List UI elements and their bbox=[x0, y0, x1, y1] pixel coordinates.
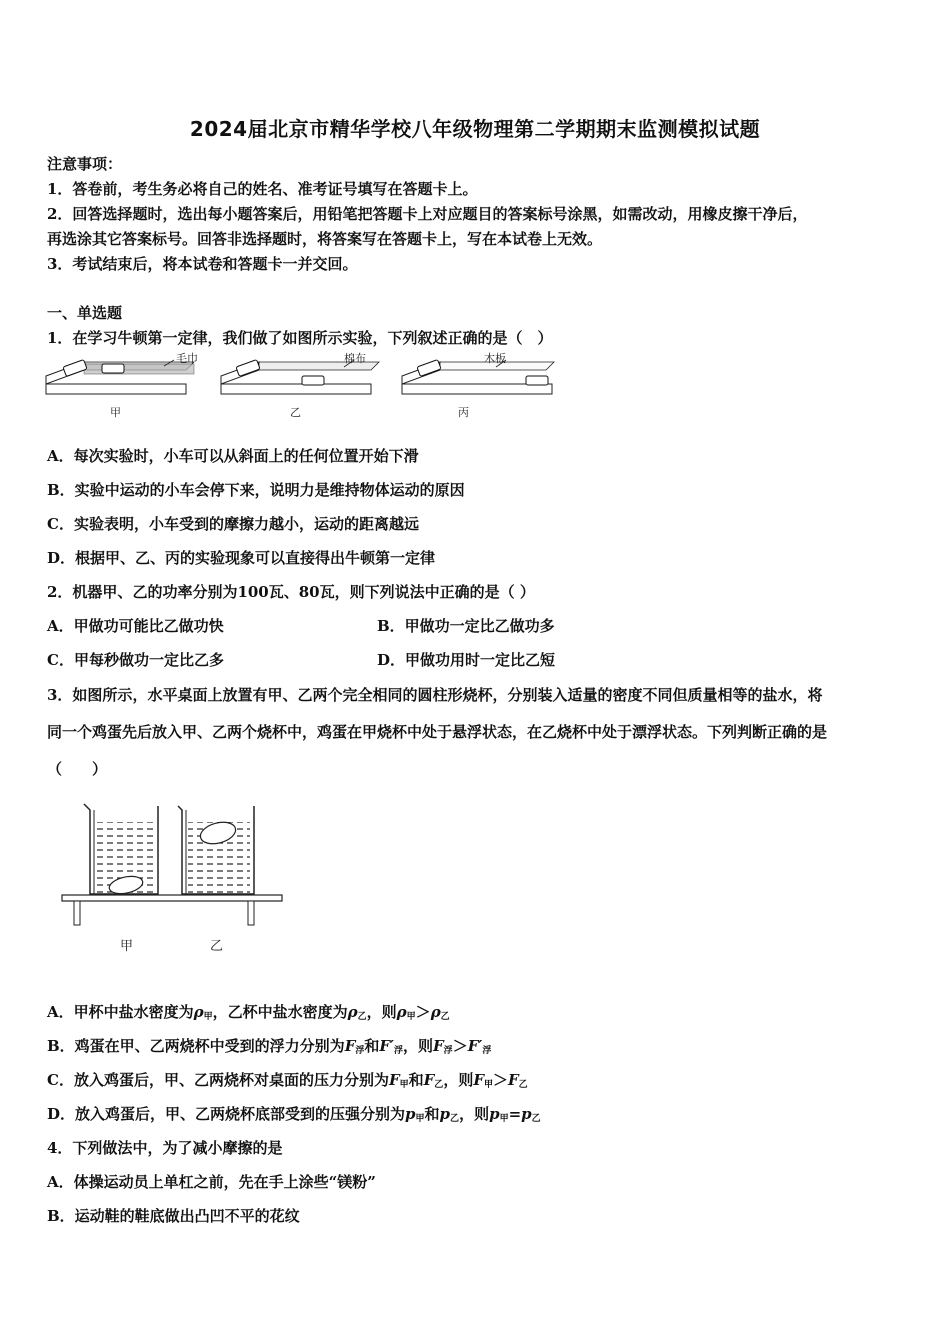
q1-option-a: A．每次实验时，小车可以从斜面上的任何位置开始下滑 bbox=[47, 447, 419, 465]
label-jia: 甲 bbox=[120, 939, 134, 954]
q1-figure bbox=[44, 352, 556, 424]
q3-option-c: C．放入鸡蛋后，甲、乙两烧杯对桌面的压力分别为$F_甲$和$F_乙$，则$F_甲>F_乙$ bbox=[47, 1071, 528, 1090]
question-1-stem: 1．在学习牛顿第一定律，我们做了如图所示实验，下列叙述正确的是（ ） bbox=[47, 329, 553, 347]
label-yi: 乙 bbox=[210, 939, 224, 954]
notice-item: 再选涂其它答案标号。回答非选择题时，将答案写在答题卡上，写在本试卷上无效。 bbox=[47, 230, 603, 248]
notice-heading: 注意事项： bbox=[47, 155, 123, 173]
question-3-stem: （ ） bbox=[47, 760, 108, 778]
section-heading: 一、单选题 bbox=[47, 304, 123, 322]
label-jia: 甲 bbox=[110, 406, 121, 419]
label-cotton: 棉布 bbox=[344, 352, 366, 365]
question-3-stem: 3．如图所示，水平桌面上放置有甲、乙两个完全相同的圆柱形烧杯，分别装入适量的密度不同但质量相等的盐水，将 bbox=[47, 686, 823, 704]
q3-option-d: D．放入鸡蛋后，甲、乙两烧杯底部受到的压强分别为$p_甲$和$p_乙$，则$p_甲=p_乙$ bbox=[47, 1105, 541, 1124]
question-3-stem: 同一个鸡蛋先后放入甲、乙两个烧杯中，鸡蛋在甲烧杯中处于悬浮状态，在乙烧杯中处于漂浮状态。下列判断正确的是 bbox=[47, 723, 828, 741]
experiment-a-diagram bbox=[46, 352, 198, 419]
experiment-b-diagram bbox=[221, 352, 379, 419]
page-title: 2024届北京市精华学校八年级物理第二学期期末监测模拟试题 bbox=[189, 117, 761, 141]
beaker-yi bbox=[178, 806, 254, 894]
experiment-c-diagram bbox=[402, 352, 554, 419]
q4-option-a: A．体操运动员上单杠之前，先在手上涂些“镁粉” bbox=[47, 1173, 376, 1191]
question-4-stem: 4．下列做法中，为了减小摩擦的是 bbox=[47, 1139, 283, 1157]
label-yi: 乙 bbox=[290, 406, 301, 419]
notice-item: 2．回答选择题时，选出每小题答案后，用铅笔把答题卡上对应题目的答案标号涂黑，如需改动，用橡皮擦干净后， bbox=[47, 205, 808, 223]
label-towel: 毛巾 bbox=[176, 352, 198, 365]
q1-option-c: C．实验表明，小车受到的摩擦力越小，运动的距离越远 bbox=[47, 515, 419, 533]
q2-option-a: A．甲做功可能比乙做功快 bbox=[47, 617, 224, 635]
q2-option-c: C．甲每秒做功一定比乙多 bbox=[47, 651, 224, 669]
notice-item: 1．答卷前，考生务必将自己的姓名、准考证号填写在答题卡上。 bbox=[47, 180, 478, 198]
q2-option-b: B．甲做功一定比乙做功多 bbox=[377, 617, 555, 635]
beaker-jia bbox=[84, 804, 158, 896]
label-bing: 丙 bbox=[458, 406, 469, 419]
q1-option-b: B．实验中运动的小车会停下来，说明力是维持物体运动的原因 bbox=[47, 481, 465, 499]
q1-option-d: D．根据甲、乙、丙的实验现象可以直接得出牛顿第一定律 bbox=[47, 549, 436, 567]
notice-item: 3．考试结束后，将本试卷和答题卡一并交回。 bbox=[47, 255, 358, 273]
table bbox=[62, 895, 282, 925]
label-wood: 木板 bbox=[484, 352, 506, 365]
q2-option-d: D．甲做功用时一定比乙短 bbox=[377, 651, 556, 669]
question-2-stem: 2．机器甲、乙的功率分别为100瓦、80瓦，则下列说法中正确的是（ ） bbox=[47, 583, 535, 601]
q3-option-b: B．鸡蛋在甲、乙两烧杯中受到的浮力分别为$F_浮$和$F'_浮$，则$F_浮>F'_浮$ bbox=[47, 1037, 492, 1056]
q4-option-b: B．运动鞋的鞋底做出凸凹不平的花纹 bbox=[47, 1207, 300, 1225]
q3-figure bbox=[56, 798, 292, 960]
q3-option-a: A．甲杯中盐水密度为$\rho_甲$，乙杯中盐水密度为$\rho_乙$，则$\rho_甲>\rho_乙$ bbox=[47, 1003, 450, 1022]
